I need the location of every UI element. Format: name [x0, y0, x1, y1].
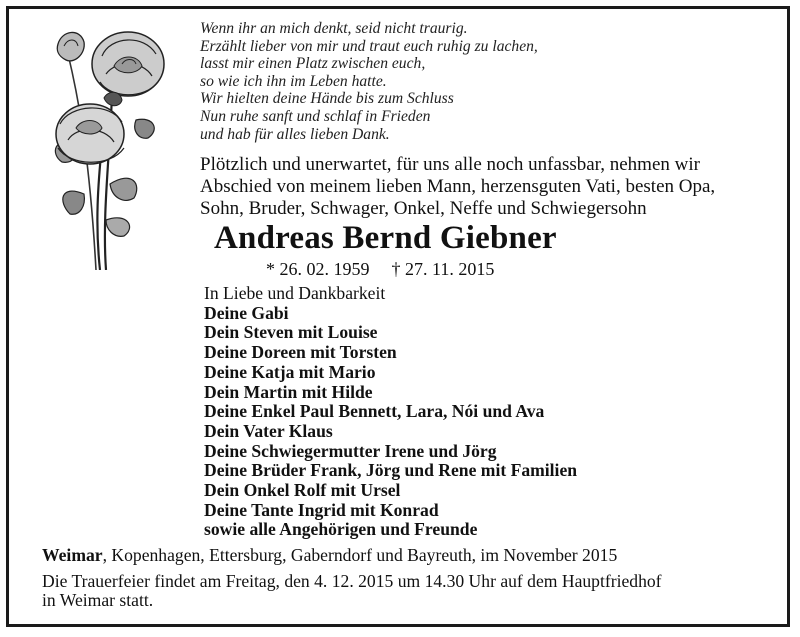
mourner-entry: sowie alle Angehörigen und Freunde — [204, 519, 478, 540]
poem-line: so wie ich ihn im Leben hatte. — [200, 72, 387, 90]
mourner-entry: Deine Brüder Frank, Jörg und Rene mit Familien — [204, 460, 578, 481]
poem-line: lasst mir einen Platz zwischen euch, — [200, 55, 426, 73]
mourner-entry: Deine Doreen mit Torsten — [204, 342, 397, 363]
mourner-entry: Dein Vater Klaus — [204, 420, 333, 441]
poem-line: Wir hielten deine Hände bis zum Schluss — [200, 90, 454, 108]
death-date: † 27. 11. 2015 — [391, 259, 495, 279]
funeral-line: in Weimar statt. — [42, 589, 154, 610]
announcement-line: Plötzlich und unerwartet, für uns alle noch unfassbar, nehmen wir — [200, 154, 700, 175]
mourner-entry: Dein Martin mit Hilde — [204, 381, 373, 402]
poem — [200, 20, 538, 143]
mourner-entry: Deine Tante Ingrid mit Konrad — [204, 499, 439, 520]
birth-date: * 26. 02. 1959 — [266, 259, 370, 279]
place-and-date — [42, 546, 617, 566]
mourner-entry: Deine Enkel Paul Bennett, Lara, Nói und Ava — [204, 401, 545, 422]
poem-line: und hab für alles lieben Dank. — [200, 125, 390, 143]
funeral-notice — [42, 572, 662, 609]
mourner-entry: Deine Schwiegermutter Irene und Jörg — [204, 440, 497, 461]
poem-line: Wenn ihr an mich denkt, seid nicht traurig. — [200, 20, 468, 37]
mourner-entry: Deine Gabi — [204, 302, 289, 323]
mourner-entry: Dein Steven mit Louise — [204, 322, 378, 343]
mourner-entry: Deine Katja mit Mario — [204, 361, 376, 382]
funeral-line: Die Trauerfeier findet am Freitag, den 4. 12. 2015 um 14.30 Uhr auf dem Hauptfriedhof — [42, 571, 662, 591]
poem-line: Erzählt lieber von mir und traut euch ruhig zu lachen, — [200, 37, 538, 55]
place-rest: , Kopenhagen, Ettersburg, Gaberndorf und Bayreuth, im November 2015 — [102, 545, 618, 565]
mourner-entry: Dein Onkel Rolf mit Ursel — [204, 480, 401, 501]
life-dates — [266, 259, 494, 280]
announcement-line: Abschied von meinem lieben Mann, herzensguten Vati, besten Opa, — [200, 176, 716, 197]
place-city: Weimar — [42, 545, 103, 565]
announcement-text — [200, 154, 760, 220]
mourners-intro: In Liebe und Dankbarkeit — [204, 283, 386, 303]
roses-icon — [40, 24, 170, 270]
mourners-list — [204, 284, 577, 540]
deceased-name: Andreas Bernd Giebner — [214, 220, 557, 256]
announcement-line: Sohn, Bruder, Schwager, Onkel, Neffe und Schwiegersohn — [200, 198, 647, 219]
poem-line: Nun ruhe sanft und schlaf in Frieden — [200, 107, 431, 125]
